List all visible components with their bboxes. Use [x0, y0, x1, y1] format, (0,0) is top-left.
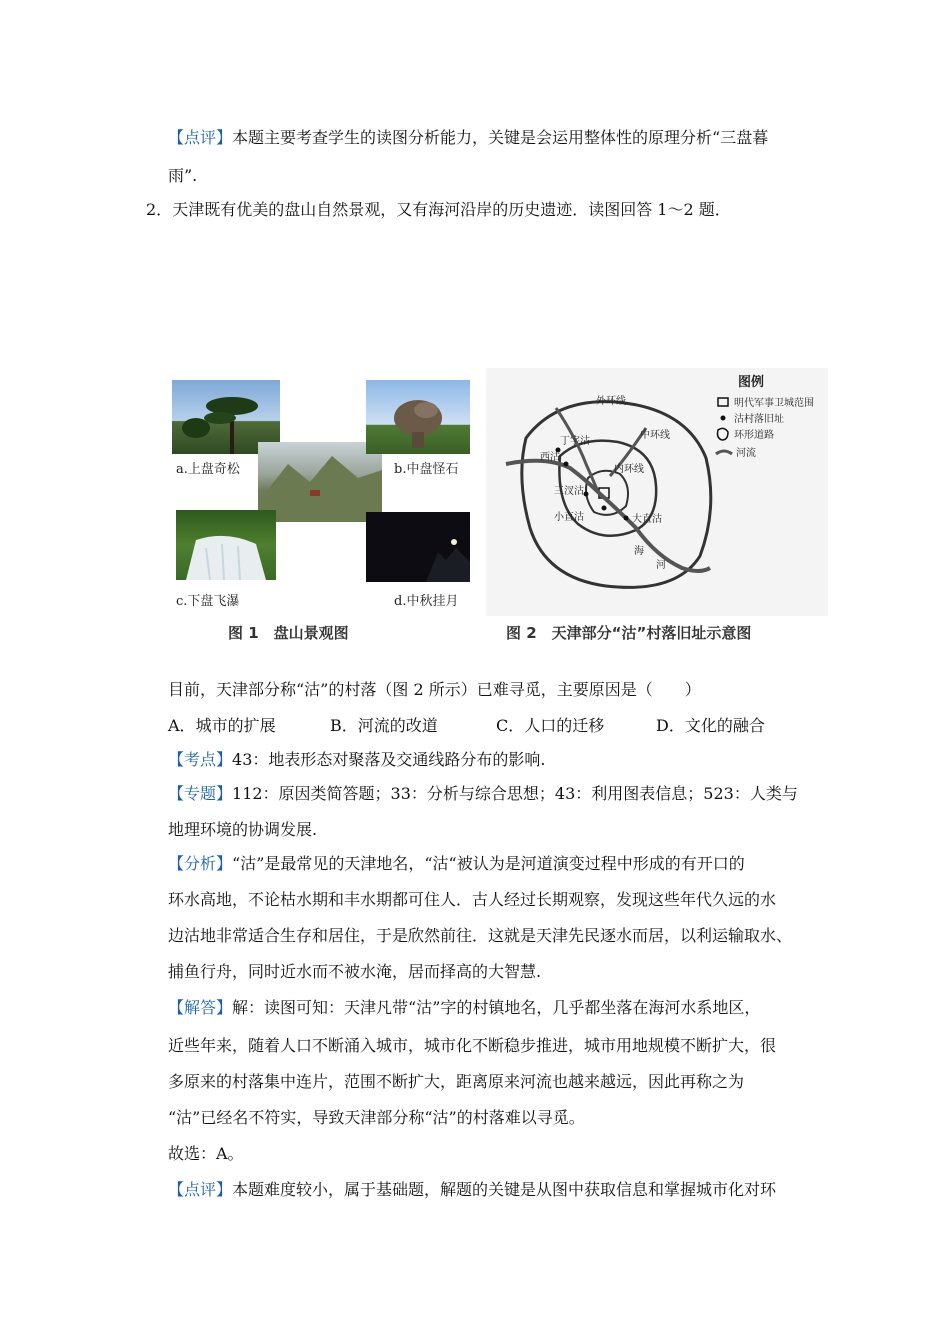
option-d-text: 文化的融合: [684, 716, 765, 735]
option-c-text: 人口的迁移: [524, 716, 605, 735]
photo-mountain: [258, 442, 382, 522]
photo-label-c: c.下盘飞瀑: [176, 594, 240, 609]
label-inner-ring: 内环线: [614, 464, 644, 475]
option-a[interactable]: [168, 716, 276, 736]
village-dot: [624, 516, 629, 521]
fenxi-line2: 环水高地，不论枯水期和丰水期都可住人．古人经过长期观察，发现这些年代久远的水: [168, 890, 777, 909]
review2-line: [168, 1180, 776, 1200]
photo-rock: [366, 380, 470, 454]
figure-area: [168, 368, 828, 658]
zhuanti-line2: 地理环境的协调发展.: [168, 820, 318, 839]
jieda-line2: 近些年来，随着人口不断涌入城市，城市化不断稳步推进，城市用地规模不断扩大，很: [168, 1036, 777, 1055]
jieda-line3: 多原来的村落集中连片，范围不断扩大，距离原来河流也越来越远，因此再称之为: [168, 1072, 745, 1091]
jieda-line1: [168, 998, 760, 1018]
question-number: 2．: [146, 200, 173, 219]
photo-moon: [366, 512, 470, 582]
legend-wall-icon: [718, 398, 728, 406]
option-b[interactable]: [330, 716, 438, 736]
jieda-line4: “沽”已经名不符实，导致天津部分称“沽”的村落难以寻觅。: [168, 1108, 585, 1127]
label-outer-ring: 外环线: [596, 396, 626, 407]
figure2-caption: 图 2 天津部分“沽”村落旧址示意图: [506, 624, 752, 642]
kaodian-text: 43：地表形态对聚落及交通线路分布的影响.: [232, 750, 546, 769]
figure1-caption: 图 1 盘山景观图: [228, 624, 349, 642]
label-dazhigu: 大直沽: [632, 514, 662, 525]
review1-line1: [168, 128, 768, 148]
question-text: 天津既有优美的盘山自然景观，又有海河沿岸的历史遗迹．读图回答 1～2 题．: [172, 200, 731, 219]
option-c-letter: C．: [496, 716, 525, 735]
jieda-text-1: 解：读图可知：天津凡带“沽”字的村镇地名，几乎都坐落在海河水系地区，: [232, 998, 761, 1017]
label-haihe-2: 河: [656, 560, 666, 571]
label-dingzigu: 丁字沽: [560, 436, 590, 447]
review2-text: 本题难度较小，属于基础题，解题的关键是从图中获取信息和掌握城市化对环: [232, 1180, 777, 1199]
moon-icon: [366, 512, 470, 582]
kaodian-line: [168, 750, 545, 770]
photo-label-a: a.上盘奇松: [176, 462, 240, 477]
figure2-map-panel: [486, 368, 828, 616]
label-xigu: 西沽: [540, 452, 560, 463]
map-legend: [716, 374, 814, 459]
photo-waterfall: [176, 510, 276, 580]
option-c[interactable]: [496, 716, 604, 736]
figure2-map: [486, 368, 828, 616]
waterfall-icon: [176, 510, 276, 580]
photo-label-b: b.中盘怪石: [394, 462, 459, 477]
label-sanchagu: 三汊沽: [554, 486, 584, 497]
fenxi-tag: 【分析】: [168, 854, 233, 873]
option-a-letter: A．: [168, 716, 196, 735]
sub-question-stem: 目前，天津部分称“沽”的村落（图 2 所示）已难寻觅，主要原因是（ ）: [168, 680, 701, 699]
option-d-letter: D．: [656, 716, 685, 735]
photo-label-d: d.中秋挂月: [394, 594, 459, 609]
fenxi-line4: 捕鱼行舟，同时近水而不被水淹，居而择高的大智慧.: [168, 962, 542, 981]
option-b-letter: B．: [330, 716, 358, 735]
review1-line2: 雨”.: [168, 166, 198, 185]
fenxi-line1: [168, 854, 745, 874]
label-haihe-1: 海: [634, 546, 644, 557]
kaodian-tag: 【考点】: [168, 750, 233, 769]
legend-title: 图例: [738, 375, 765, 390]
village-dot: [564, 462, 569, 467]
jieda-tag: 【解答】: [168, 998, 233, 1017]
legend-item-village: 沽村落旧址: [734, 414, 784, 425]
mountain-icon: [258, 442, 382, 522]
legend-item-ring: 环形道路: [734, 430, 774, 441]
review2-tag: 【点评】: [168, 1180, 233, 1199]
review1-tag: 【点评】: [168, 128, 233, 147]
option-b-text: 河流的改道: [357, 716, 438, 735]
review1-text: 本题主要考查学生的读图分析能力，关键是会运用整体性的原理分析“三盘暮: [232, 128, 769, 147]
outer-ring-road: [522, 402, 711, 588]
fenxi-text-1: “沽”是最常见的天津地名，“沽“被认为是河道演变过程中形成的有开口的: [232, 854, 745, 873]
legend-ring-road-icon: [718, 428, 729, 440]
zhuanti-line1: [168, 784, 798, 804]
river-branch-north: [556, 408, 598, 492]
zhuanti-text: 112：原因类简答题；33：分析与综合思想；43：利用图表信息；523：人类与: [232, 784, 798, 803]
question-stem: [146, 200, 731, 220]
legend-item-wall: 明代军事卫城范围: [734, 398, 814, 409]
rock-icon: [366, 380, 470, 454]
zhuanti-tag: 【专题】: [168, 784, 233, 803]
label-xiaozhigu: 小直沽: [554, 512, 584, 523]
option-d[interactable]: [656, 716, 765, 736]
label-middle-ring: 中环线: [640, 430, 670, 441]
legend-item-river: 河流: [736, 448, 756, 459]
jieda-answer: 故选：A。: [168, 1144, 244, 1163]
village-dot: [584, 492, 589, 497]
legend-river-icon: [716, 451, 732, 454]
option-a-text: 城市的扩展: [195, 716, 276, 735]
fenxi-line3: 边沽地非常适合生存和居住，于是欣然前往．这就是天津先民逐水而居，以利运输取水、: [168, 926, 793, 945]
legend-village-icon: [721, 416, 726, 421]
village-dot: [602, 506, 607, 511]
haihe-river: [506, 461, 710, 571]
